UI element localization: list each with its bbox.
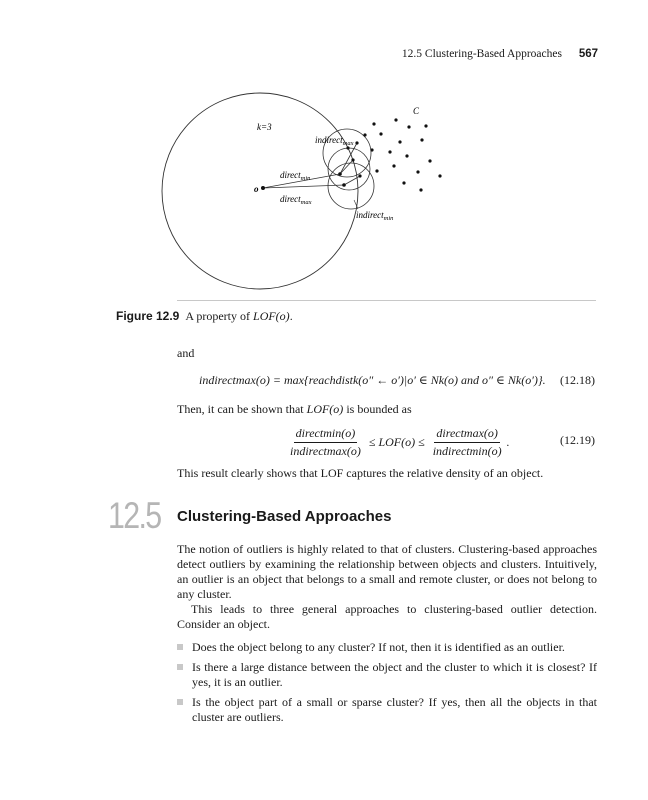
neighbor-circle-3 (328, 163, 374, 209)
point (358, 174, 361, 177)
section-paragraph-2 (177, 602, 597, 632)
eq2-end: . (506, 435, 510, 449)
then-text: Then, it can be shown that (177, 402, 307, 416)
then-italic: LOF(o) (306, 402, 344, 416)
point (363, 133, 366, 136)
list-item-text: Is the object part of a small or sparse cluster? If yes, then all the objects in that cluster are outliers. (192, 695, 597, 724)
result-paragraph: This result clearly shows that LOF captures the relative density of an object. (177, 466, 544, 480)
list-item-text: Does the object belong to any cluster? If not, then it is identified as an outlier. (192, 640, 565, 654)
point (407, 125, 410, 128)
section-paragraph-1: The notion of outliers is highly related to that of clusters. Clustering-based approaches detect outliers by examining the relationship between objects and clusters. Intuitively, an outlier is an object that belongs to a small and remote cluster, or does not belong to any cluster. (177, 542, 597, 601)
label-direct-max: direct$_{max}$ (280, 194, 312, 206)
left-fraction (288, 426, 363, 459)
left-numerator: directmin(o) (294, 426, 358, 443)
point (370, 148, 373, 151)
caption-text: A property of (185, 309, 254, 323)
caption-arg: LOF(o) (253, 309, 290, 323)
caption-end: . (289, 309, 293, 323)
point (392, 164, 395, 167)
then-paragraph (177, 402, 597, 417)
figure-caption (116, 309, 293, 324)
bullet-square-icon (177, 699, 183, 705)
point (428, 159, 431, 162)
point (402, 181, 405, 184)
point (438, 174, 441, 177)
approach-list (177, 640, 597, 730)
label-direct-min: direct$_{min}$ (280, 170, 311, 182)
running-header (390, 48, 598, 60)
section-paragraph-2-text: This leads to three general approaches to clustering-based outlier detection. Consider an object. (177, 602, 597, 631)
point (355, 141, 358, 144)
equation-12-18: indirectmax(o) = max{reachdistk(o″ ← o′)|o′ ∈ Nk(o) and o″ ∈ Nk(o′)}. (199, 373, 546, 387)
point (338, 172, 342, 176)
bullet-square-icon (177, 644, 183, 650)
point (424, 124, 427, 127)
eq2-middle: ≤ LOF(o) ≤ (368, 435, 425, 449)
left-denominator: indirectmax(o) (290, 444, 361, 458)
figure-rule (177, 300, 596, 301)
point (398, 140, 401, 143)
caption-label: Figure 12.9 (116, 309, 180, 323)
point (405, 154, 408, 157)
and-text: and (177, 346, 195, 360)
list-item (177, 660, 597, 690)
section-number: 12.5 (108, 495, 161, 536)
right-numerator: directmax(o) (434, 426, 500, 443)
point-o (261, 186, 265, 190)
lof-property-figure (150, 82, 450, 302)
right-fraction (431, 426, 504, 459)
label-indirect-min: indirect$_{min}$ (356, 210, 394, 222)
point (351, 158, 354, 161)
running-title: 12.5 Clustering-Based Approaches (401, 48, 562, 60)
point (420, 138, 423, 141)
point (379, 132, 382, 135)
point (372, 122, 375, 125)
point (342, 183, 346, 187)
neighbor-circle-2 (328, 148, 370, 190)
label-cluster-c: C (413, 106, 420, 116)
point (416, 170, 419, 173)
equation-number-12-18: (12.18) (560, 373, 595, 387)
list-item-text: Is there a large distance between the object and the cluster to which it is closest? If yes, it is an outlier. (192, 660, 597, 689)
point (388, 150, 391, 153)
label-k: k=3 (257, 122, 272, 132)
label-indirect-max: indirect$_{max}$ (315, 135, 354, 147)
point (419, 188, 422, 191)
point (394, 118, 397, 121)
point (375, 169, 378, 172)
then-end: is bounded as (343, 402, 412, 416)
bullet-square-icon (177, 664, 183, 670)
list-item (177, 640, 597, 655)
page-number: 567 (578, 48, 598, 60)
right-denominator: indirectmin(o) (432, 444, 502, 458)
equation-12-19 (285, 426, 510, 459)
section-title: Clustering-Based Approaches (177, 508, 392, 525)
label-o: o (254, 184, 259, 194)
equation-number-12-19: (12.19) (560, 433, 595, 447)
list-item (177, 695, 597, 725)
